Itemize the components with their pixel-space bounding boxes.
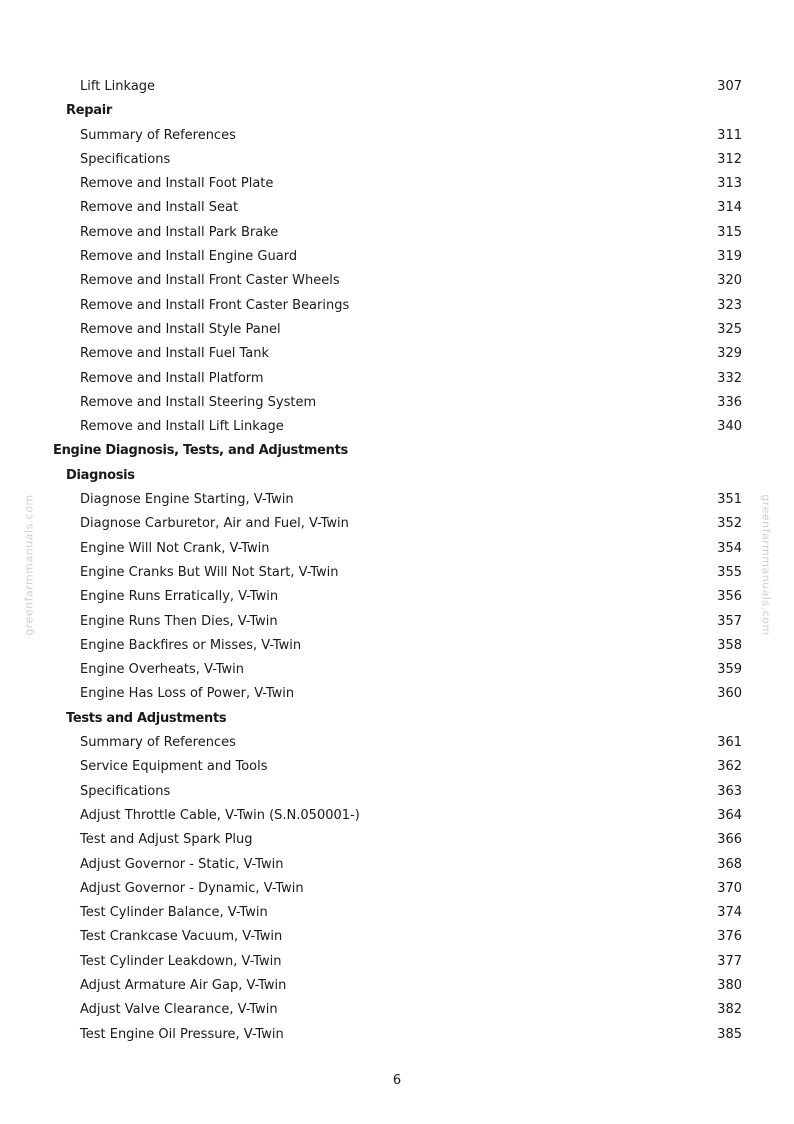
toc-entry-page-number: 368	[717, 856, 742, 872]
toc-entry[interactable]	[0, 731, 794, 755]
toc-entry-page-number: 377	[717, 953, 742, 969]
toc-entry-title: Engine Overheats, V-Twin	[80, 662, 244, 678]
toc-entry[interactable]	[0, 634, 794, 658]
toc-entry-title: Engine Cranks But Will Not Start, V-Twin	[80, 564, 339, 580]
toc-entry-page-number: 361	[717, 735, 742, 751]
toc-entry[interactable]	[0, 172, 794, 196]
toc-entry-page-number: 360	[717, 686, 742, 702]
toc-entry[interactable]	[0, 658, 794, 682]
toc-entry-page-number: 374	[717, 905, 742, 921]
toc-entry-page-number: 325	[717, 321, 742, 337]
toc-entry[interactable]	[0, 755, 794, 779]
toc-entry-page-number: 329	[717, 346, 742, 362]
toc-entry[interactable]	[0, 391, 794, 415]
toc-entry-title: Diagnose Carburetor, Air and Fuel, V-Twin	[80, 516, 349, 532]
toc-entry-title: Adjust Throttle Cable, V-Twin (S.N.050001-)	[80, 807, 360, 823]
toc-entry[interactable]	[0, 537, 794, 561]
toc-entry[interactable]	[0, 196, 794, 220]
toc-entry-title: Adjust Governor - Static, V-Twin	[80, 856, 284, 872]
toc-section-heading	[0, 707, 794, 731]
toc-entry-page-number: 359	[717, 662, 742, 678]
toc-entry-title: Diagnose Engine Starting, V-Twin	[80, 492, 294, 508]
toc-entry[interactable]	[0, 998, 794, 1022]
toc-entry[interactable]	[0, 925, 794, 949]
toc-entry-page-number: 315	[717, 224, 742, 240]
table-of-contents	[0, 75, 794, 1047]
toc-entry-title: Engine Diagnosis, Tests, and Adjustments	[53, 443, 348, 459]
toc-entry[interactable]	[0, 780, 794, 804]
toc-entry-page-number: 355	[717, 564, 742, 580]
toc-entry-page-number: 363	[717, 783, 742, 799]
toc-entry-title: Adjust Governor - Dynamic, V-Twin	[80, 880, 304, 896]
toc-entry-page-number: 313	[717, 176, 742, 192]
toc-entry-page-number: 336	[717, 394, 742, 410]
toc-entry-page-number: 366	[717, 832, 742, 848]
toc-entry[interactable]	[0, 585, 794, 609]
toc-entry-title: Remove and Install Foot Plate	[80, 176, 274, 192]
toc-entry-title: Remove and Install Front Caster Wheels	[80, 273, 340, 289]
toc-section-heading	[0, 439, 794, 463]
toc-entry[interactable]	[0, 124, 794, 148]
toc-entry[interactable]	[0, 682, 794, 706]
toc-entry-page-number: 364	[717, 807, 742, 823]
toc-entry-page-number: 323	[717, 297, 742, 313]
toc-entry-page-number: 332	[717, 370, 742, 386]
toc-entry-title: Diagnosis	[66, 467, 135, 483]
toc-entry[interactable]	[0, 877, 794, 901]
toc-entry-title: Remove and Install Seat	[80, 200, 239, 216]
toc-entry-page-number: 380	[717, 977, 742, 993]
toc-entry-title: Test Engine Oil Pressure, V-Twin	[80, 1026, 284, 1042]
toc-entry-title: Adjust Valve Clearance, V-Twin	[80, 1002, 278, 1018]
toc-entry-page-number: 352	[717, 516, 742, 532]
toc-entry-title: Remove and Install Fuel Tank	[80, 346, 270, 362]
toc-entry-page-number: 354	[717, 540, 742, 556]
toc-entry-page-number: 376	[717, 929, 742, 945]
toc-entry[interactable]	[0, 488, 794, 512]
toc-entry-title: Remove and Install Engine Guard	[80, 249, 298, 265]
toc-entry-page-number: 357	[717, 613, 742, 629]
toc-entry-page-number: 385	[717, 1026, 742, 1042]
toc-entry[interactable]	[0, 269, 794, 293]
toc-entry[interactable]	[0, 512, 794, 536]
toc-entry-title: Remove and Install Front Caster Bearings	[80, 297, 350, 313]
toc-entry[interactable]	[0, 804, 794, 828]
toc-entry-page-number: 314	[717, 200, 742, 216]
toc-entry-page-number: 320	[717, 273, 742, 289]
toc-entry-page-number: 340	[717, 419, 742, 435]
toc-entry[interactable]	[0, 294, 794, 318]
toc-entry[interactable]	[0, 245, 794, 269]
toc-entry[interactable]	[0, 974, 794, 998]
toc-entry[interactable]	[0, 415, 794, 439]
toc-entry[interactable]	[0, 561, 794, 585]
toc-entry[interactable]	[0, 148, 794, 172]
toc-entry[interactable]	[0, 75, 794, 99]
toc-entry[interactable]	[0, 221, 794, 245]
toc-entry-page-number: 358	[717, 637, 742, 653]
toc-entry-title: Repair	[66, 103, 112, 119]
toc-entry-page-number: 319	[717, 249, 742, 265]
toc-entry[interactable]	[0, 367, 794, 391]
toc-entry-page-number: 312	[717, 151, 742, 167]
toc-entry-page-number: 362	[717, 759, 742, 775]
toc-entry-title: Test Cylinder Leakdown, V-Twin	[80, 953, 282, 969]
toc-entry[interactable]	[0, 318, 794, 342]
toc-entry-title: Engine Runs Then Dies, V-Twin	[80, 613, 278, 629]
toc-entry-title: Engine Backfires or Misses, V-Twin	[80, 637, 302, 653]
toc-entry-page-number: 351	[717, 492, 742, 508]
toc-entry-title: Engine Will Not Crank, V-Twin	[80, 540, 270, 556]
toc-entry[interactable]	[0, 901, 794, 925]
toc-entry-title: Specifications	[80, 783, 171, 799]
toc-entry-title: Summary of References	[80, 735, 236, 751]
toc-entry-page-number: 356	[717, 589, 742, 605]
toc-entry-page-number: 382	[717, 1002, 742, 1018]
toc-section-heading	[0, 464, 794, 488]
toc-section-heading	[0, 99, 794, 123]
toc-entry[interactable]	[0, 342, 794, 366]
toc-entry-title: Adjust Armature Air Gap, V-Twin	[80, 977, 287, 993]
toc-entry[interactable]	[0, 950, 794, 974]
toc-entry-page-number: 370	[717, 880, 742, 896]
toc-entry[interactable]	[0, 610, 794, 634]
toc-entry-title: Test Crankcase Vacuum, V-Twin	[80, 929, 283, 945]
toc-entry-title: Specifications	[80, 151, 171, 167]
toc-entry-title: Service Equipment and Tools	[80, 759, 268, 775]
toc-entry-title: Remove and Install Style Panel	[80, 321, 281, 337]
toc-entry-title: Remove and Install Lift Linkage	[80, 419, 284, 435]
toc-entry-title: Engine Runs Erratically, V-Twin	[80, 589, 279, 605]
toc-entry-title: Test Cylinder Balance, V-Twin	[80, 905, 268, 921]
watermark-right: greenfarmmanuals.com	[759, 494, 773, 636]
toc-entry-title: Remove and Install Park Brake	[80, 224, 279, 240]
toc-entry-page-number: 307	[717, 79, 742, 94]
toc-entry-page-number: 311	[717, 127, 742, 143]
toc-entry-title: Tests and Adjustments	[66, 710, 227, 726]
toc-entry[interactable]	[0, 828, 794, 852]
toc-entry-title: Engine Has Loss of Power, V-Twin	[80, 686, 295, 702]
toc-entry[interactable]	[0, 1023, 794, 1047]
toc-entry-title: Remove and Install Steering System	[80, 394, 317, 410]
toc-entry-title: Remove and Install Platform	[80, 370, 264, 386]
toc-entry[interactable]	[0, 853, 794, 877]
toc-entry-title: Test and Adjust Spark Plug	[80, 832, 253, 848]
toc-entry-title: Summary of References	[80, 127, 236, 143]
toc-entry-title: Lift Linkage	[80, 79, 156, 94]
watermark-left: greenfarmmanuals.com	[22, 494, 36, 636]
page-number: 6	[392, 1073, 402, 1088]
